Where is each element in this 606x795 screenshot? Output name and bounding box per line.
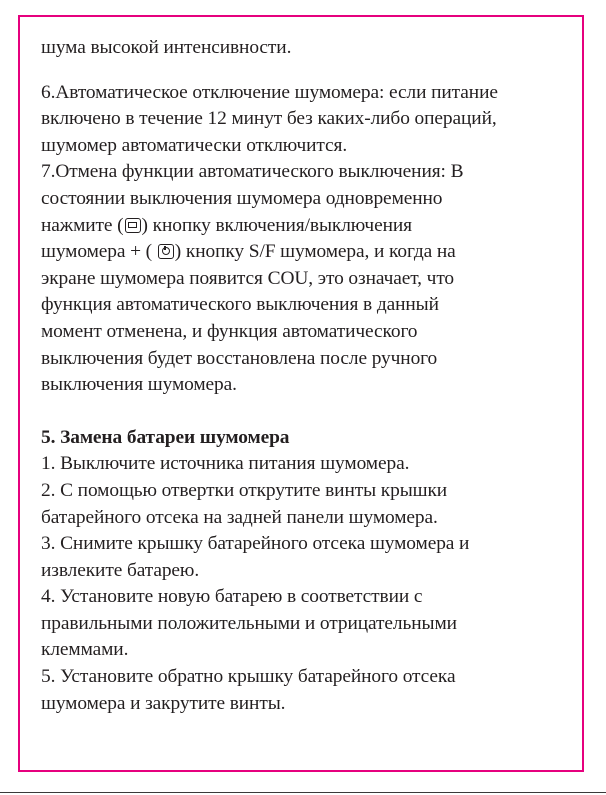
section-heading: 5. Замена батареи шумомера xyxy=(41,426,290,448)
text-line: батарейного отсека на задней панели шумомера. xyxy=(41,506,438,528)
text-fragment: ) кнопку S/F шумомера, и когда на xyxy=(174,241,456,263)
text-line-with-icon xyxy=(41,213,571,240)
text-line: выключения шумомера. xyxy=(41,374,237,396)
text-line: функция автоматического выключения в данный xyxy=(41,294,439,316)
text-line: выключения будет восстановлена после ручного xyxy=(41,347,438,369)
text-line: 1. Выключите источника питания шумомера. xyxy=(41,453,410,475)
text-line: клеммами. xyxy=(41,639,129,661)
text-line-with-icon xyxy=(41,239,571,266)
manual-text xyxy=(41,35,571,717)
paragraph-gap xyxy=(41,399,571,425)
power-button-icon xyxy=(158,244,174,259)
text-line: извлеките батарею. xyxy=(41,559,200,581)
paragraph-gap xyxy=(41,62,571,80)
text-line: правильными положительными и отрицательными xyxy=(41,612,457,634)
text-line: шумомер автоматически отключится. xyxy=(41,134,348,156)
fm-button-inner xyxy=(128,222,137,228)
text-line: шумомера и закрутите винты. xyxy=(41,692,286,714)
power-button-inner xyxy=(162,247,170,255)
text-line: 6.Автоматическое отключение шумомера: если питание xyxy=(41,81,498,103)
text-line: 2. С помощью отвертки открутите винты крышки xyxy=(41,479,448,501)
fm-button-icon xyxy=(125,218,141,233)
page-frame xyxy=(18,15,584,772)
text-line: момент отменена, и функция автоматического xyxy=(41,320,418,342)
text-line: 5. Установите обратно крышку батарейного отсека xyxy=(41,666,456,688)
text-line: состоянии выключения шумомера одновременно xyxy=(41,187,443,209)
bottom-rule xyxy=(0,792,606,793)
text-line: 3. Снимите крышку батарейного отсека шумомера и xyxy=(41,533,470,555)
text-line: экране шумомера появится COU, это означает, что xyxy=(41,267,455,289)
text-line: 7.Отмена функции автоматического выключения: В xyxy=(41,161,464,183)
text-line: включено в течение 12 минут без каких-либо операций, xyxy=(41,108,497,130)
text-fragment: ) кнопку включения/выключения xyxy=(141,214,412,236)
text-line: 4. Установите новую батарею в соответствии с xyxy=(41,586,423,608)
text-fragment: нажмите ( xyxy=(41,214,124,236)
text-line: шума высокой интенсивности. xyxy=(41,37,292,58)
text-fragment: шумомера + ( xyxy=(41,241,157,263)
